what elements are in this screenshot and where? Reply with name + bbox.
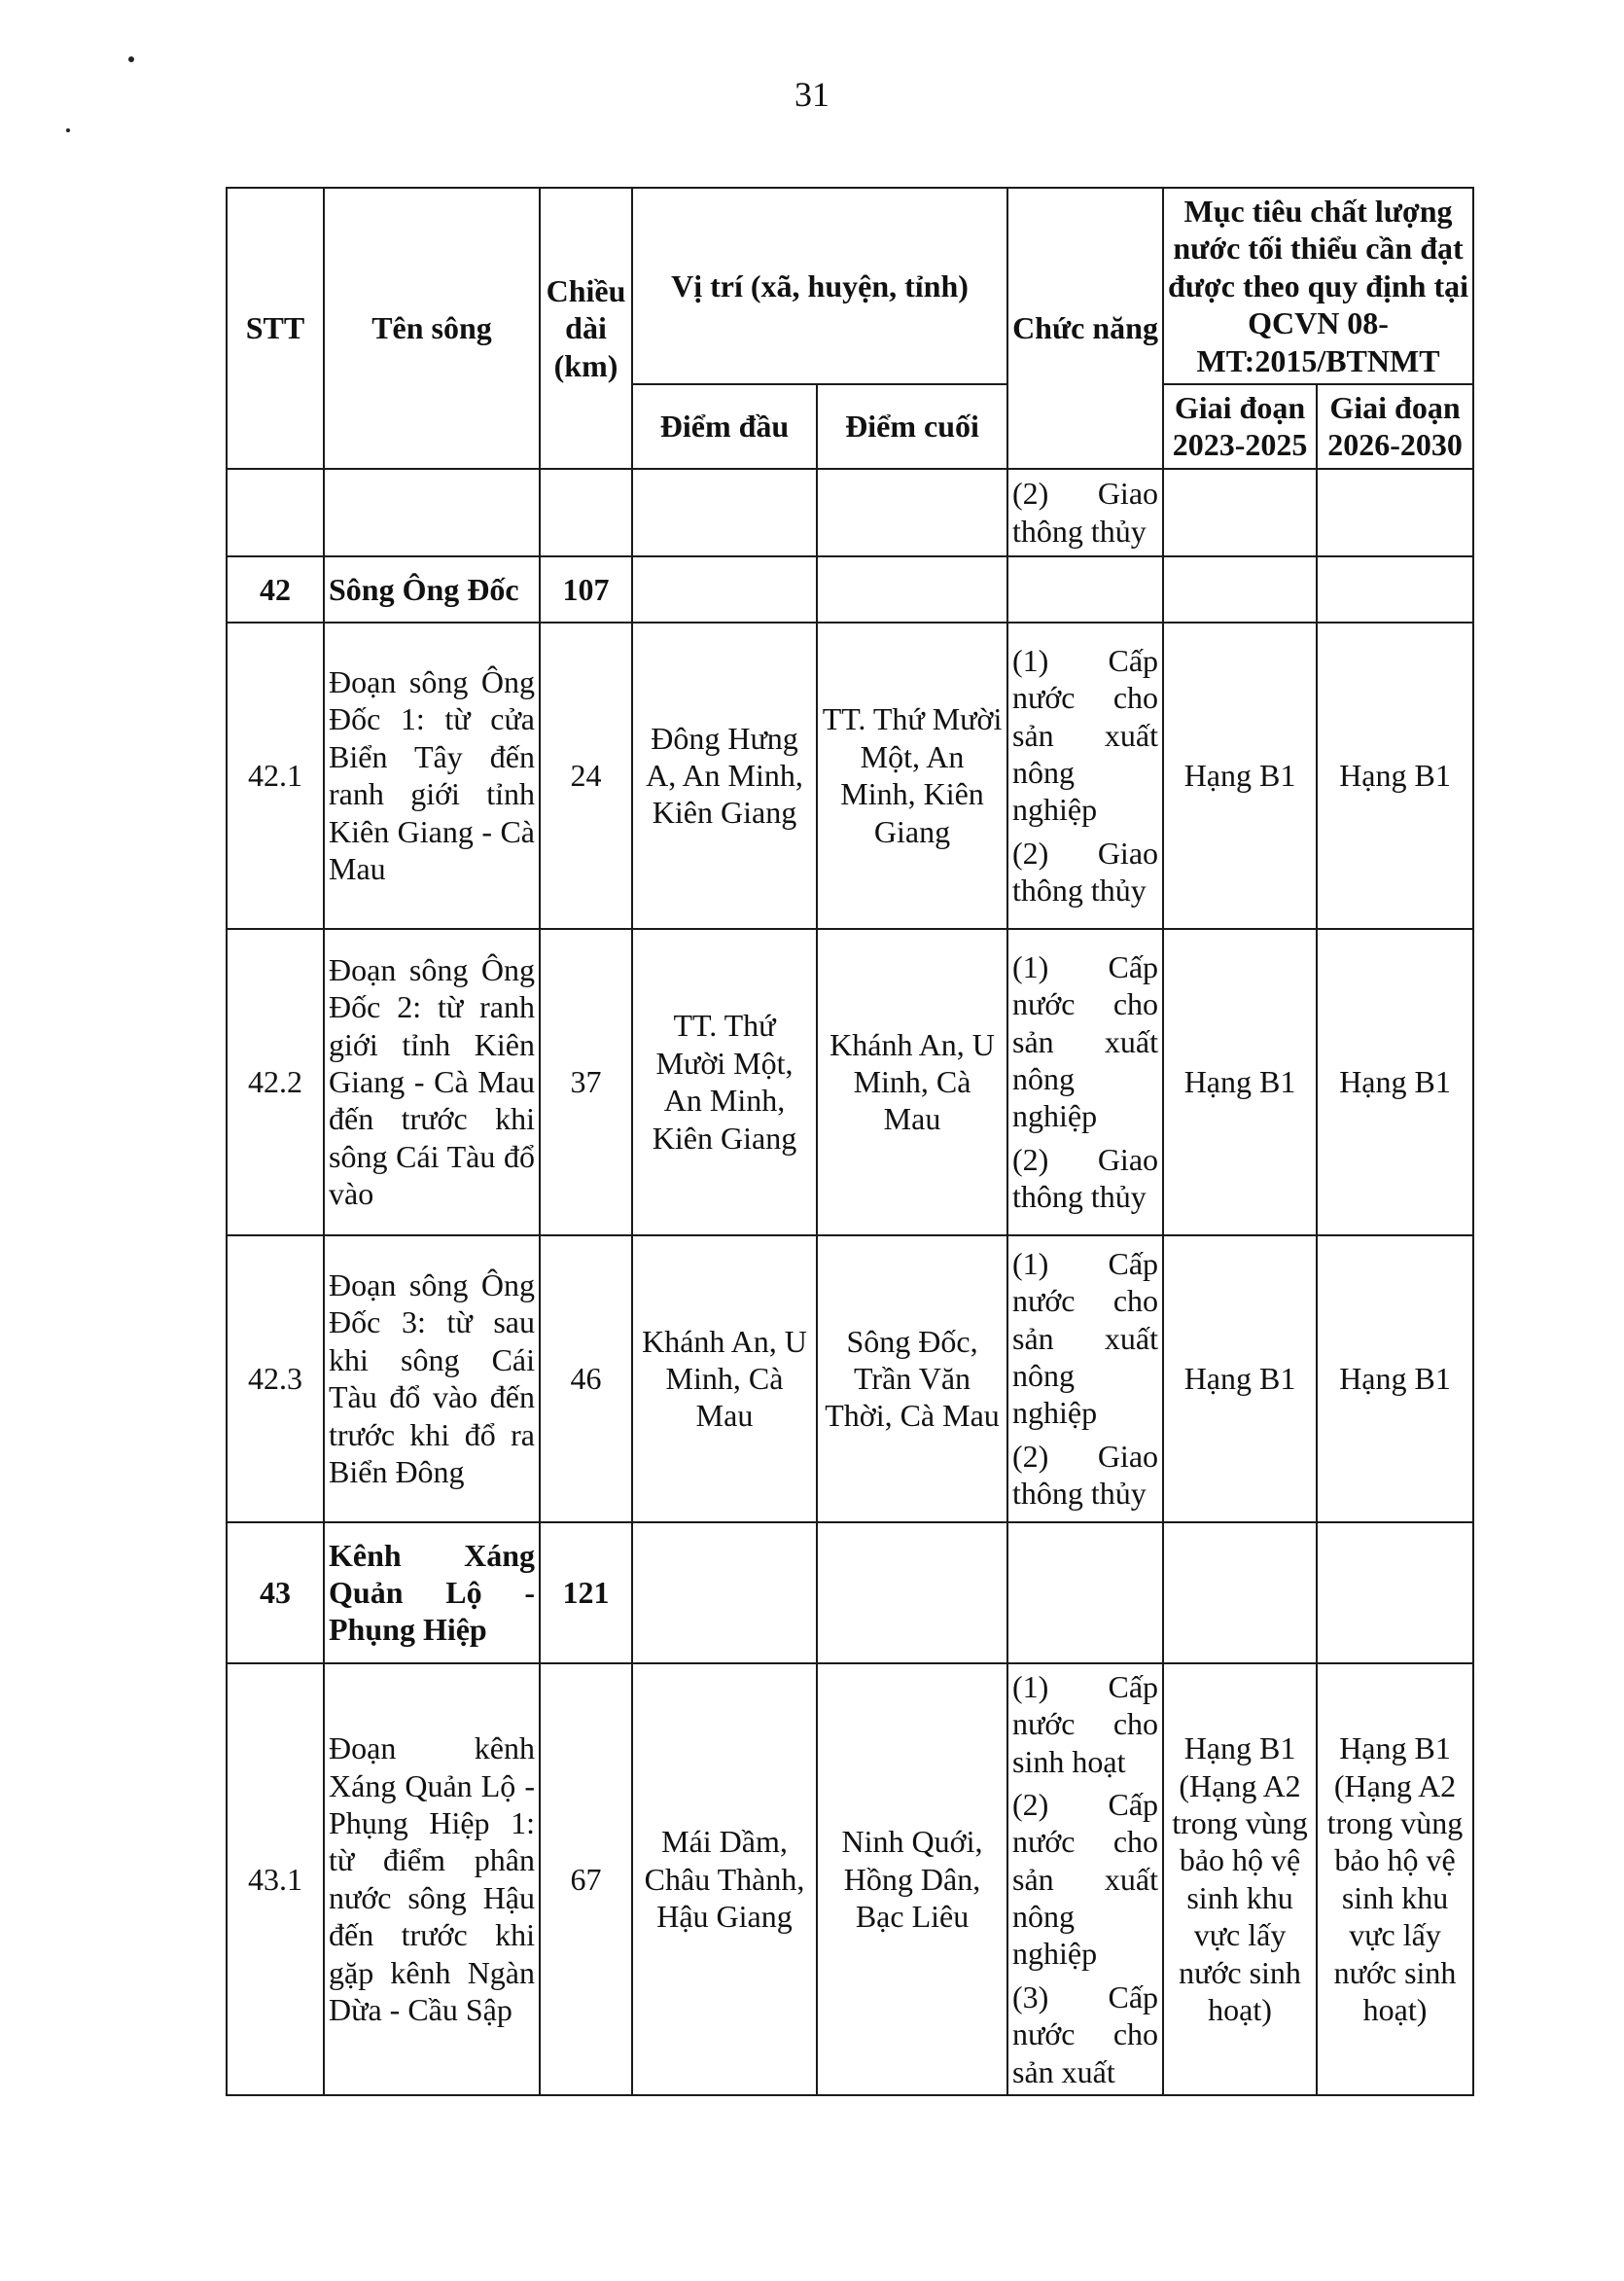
table-row (227, 1663, 1473, 2095)
header-vi-tri: Vị trí (xã, huyện, tỉnh) (632, 188, 1007, 384)
class-2023-cell: Hạng B1 (1163, 623, 1317, 929)
length-cell: 24 (540, 623, 632, 929)
header-muc-tieu: Mục tiêu chất lượng nước tối thiểu cần đạt được theo quy định tại QCVN 08-MT:2015/BTNMT (1163, 188, 1473, 384)
class-2023-cell: Hạng B1 (1163, 1235, 1317, 1522)
start-point-cell: Đông Hưng A, An Minh, Kiên Giang (632, 623, 817, 929)
stt-cell: 42.1 (227, 623, 324, 929)
header-chuc-nang: Chức năng (1007, 188, 1163, 469)
table-row (227, 623, 1473, 929)
stt-cell: 43.1 (227, 1663, 324, 2095)
header-diem-cuoi: Điểm cuối (817, 384, 1007, 469)
header-giai-doan-2: Giai đoạn 2026-2030 (1317, 384, 1473, 469)
river-name-cell: Đoạn sông Ông Đốc 3: từ sau khi sông Cái Tàu đổ vào đến trước khi đổ ra Biển Đông (324, 1235, 540, 1522)
length-cell: 107 (540, 556, 632, 623)
stt-cell: 43 (227, 1522, 324, 1663)
start-point-cell: Khánh An, U Minh, Cà Mau (632, 1235, 817, 1522)
class-2026-cell: Hạng B1 (1317, 623, 1473, 929)
stt-cell: 42 (227, 556, 324, 623)
stt-cell: 42.2 (227, 929, 324, 1235)
end-point-cell: TT. Thứ Mười Một, An Minh, Kiên Giang (817, 623, 1007, 929)
class-2026-cell: Hạng B1 (1317, 1235, 1473, 1522)
class-2026-cell: Hạng B1 (Hạng A2 trong vùng bảo hộ vệ sinh khu vực lấy nước sinh hoạt) (1317, 1663, 1473, 2095)
stt-cell: 42.3 (227, 1235, 324, 1522)
header-stt: STT (227, 188, 324, 469)
river-name-cell: Đoạn kênh Xáng Quản Lộ - Phụng Hiệp 1: từ điểm phân nước sông Hậu đến trước khi gặp kênh Ngàn Dừa - Cầu Sập (324, 1663, 540, 2095)
river-name-cell: Đoạn sông Ông Đốc 1: từ cửa Biển Tây đến ranh giới tỉnh Kiên Giang - Cà Mau (324, 623, 540, 929)
river-quality-table (226, 187, 1474, 2096)
class-2023-cell: Hạng B1 (1163, 929, 1317, 1235)
river-name-cell: Kênh Xáng Quản Lộ - Phụng Hiệp (324, 1522, 540, 1663)
end-point-cell: Sông Đốc, Trần Văn Thời, Cà Mau (817, 1235, 1007, 1522)
river-name-cell: Đoạn sông Ông Đốc 2: từ ranh giới tỉnh Kiên Giang - Cà Mau đến trước khi sông Cái Tàu đổ vào (324, 929, 540, 1235)
table-row (227, 469, 1473, 556)
start-point-cell: Mái Dầm, Châu Thành, Hậu Giang (632, 1663, 817, 2095)
scan-speck (128, 56, 134, 62)
table-row (227, 929, 1473, 1235)
end-point-cell: Ninh Quới, Hồng Dân, Bạc Liêu (817, 1663, 1007, 2095)
table-row (227, 1522, 1473, 1663)
function-cell: (1) Cấp nước cho sinh hoạt (2) Cấp nước cho sản xuất nông nghiệp (3) Cấp nước cho sản xuất (1007, 1663, 1163, 2095)
header-chieu-dai: Chiều dài (km) (540, 188, 632, 469)
end-point-cell: Khánh An, U Minh, Cà Mau (817, 929, 1007, 1235)
start-point-cell: TT. Thứ Mười Một, An Minh, Kiên Giang (632, 929, 817, 1235)
length-cell: 121 (540, 1522, 632, 1663)
class-2023-cell: Hạng B1 (Hạng A2 trong vùng bảo hộ vệ sinh khu vực lấy nước sinh hoạt) (1163, 1663, 1317, 2095)
function-cell: (1) Cấp nước cho sản xuất nông nghiệp (2) Giao thông thủy (1007, 623, 1163, 929)
length-cell: 37 (540, 929, 632, 1235)
header-row (227, 188, 1473, 384)
table-row (227, 556, 1473, 623)
header-diem-dau: Điểm đầu (632, 384, 817, 469)
table-row (227, 1235, 1473, 1522)
length-cell: 46 (540, 1235, 632, 1522)
scan-speck (66, 128, 70, 132)
class-2026-cell: Hạng B1 (1317, 929, 1473, 1235)
header-ten-song: Tên sông (324, 188, 540, 469)
function-cell: (2) Giao thông thủy (1007, 469, 1163, 556)
length-cell: 67 (540, 1663, 632, 2095)
function-cell: (1) Cấp nước cho sản xuất nông nghiệp (2) Giao thông thủy (1007, 929, 1163, 1235)
function-cell: (1) Cấp nước cho sản xuất nông nghiệp (2) Giao thông thủy (1007, 1235, 1163, 1522)
river-name-cell: Sông Ông Đốc (324, 556, 540, 623)
header-giai-doan-1: Giai đoạn 2023-2025 (1163, 384, 1317, 469)
page-number: 31 (794, 75, 830, 114)
